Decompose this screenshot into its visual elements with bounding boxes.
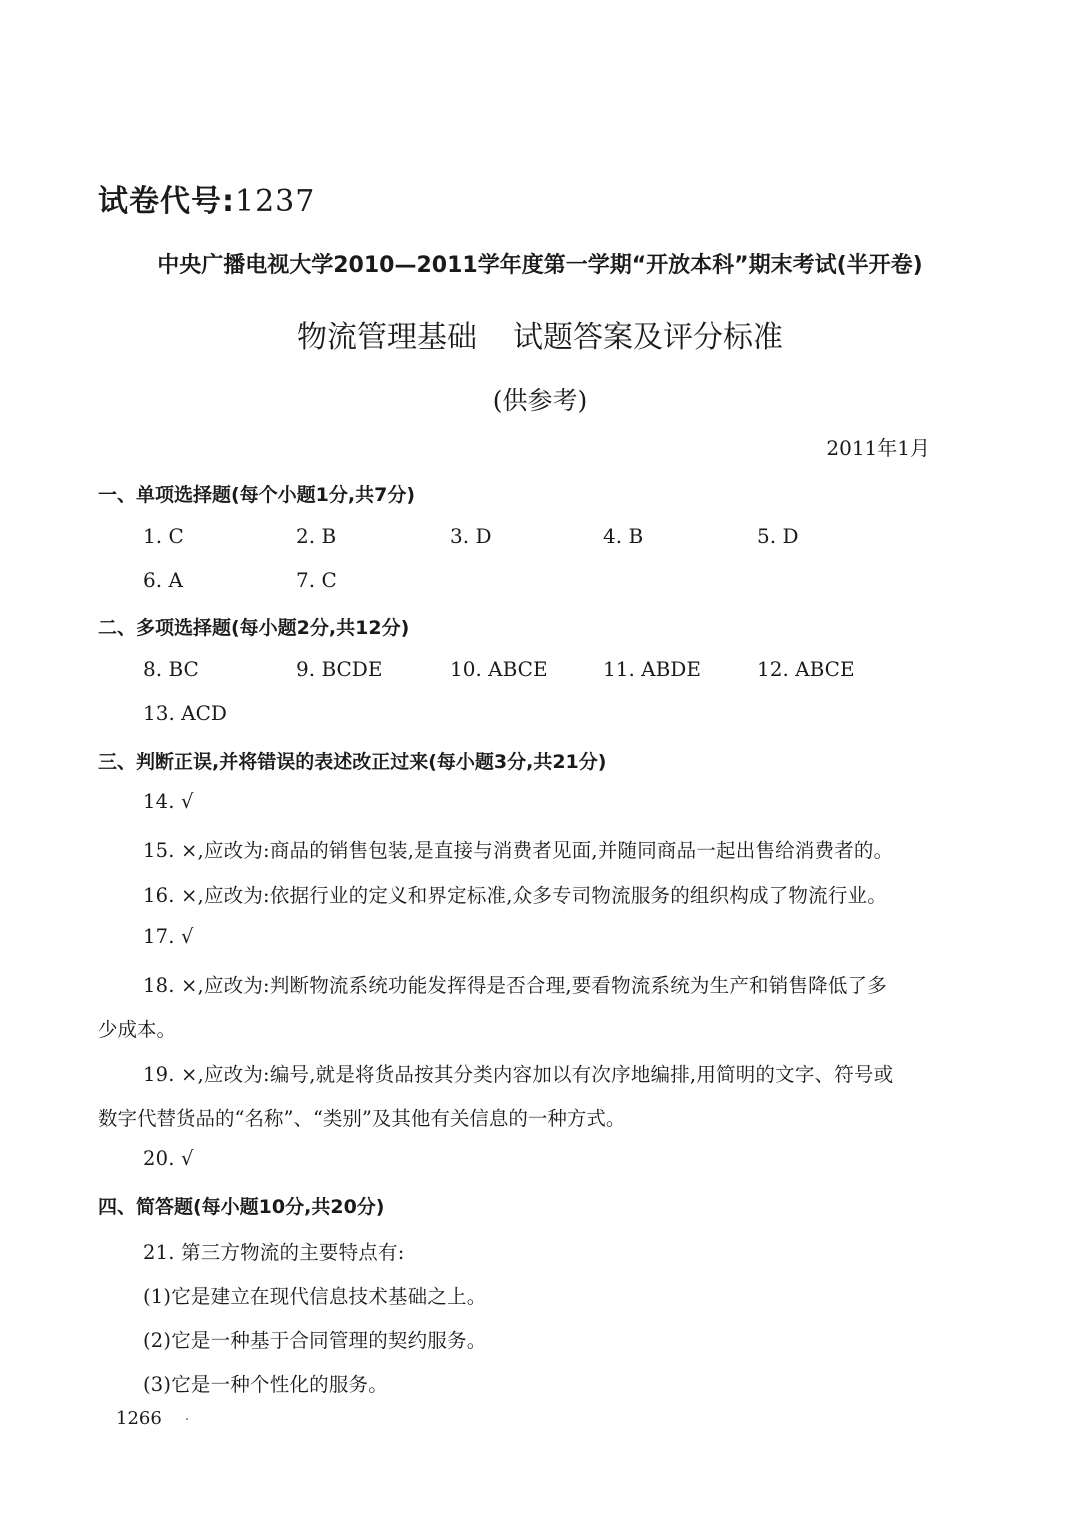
- answer-item: 10. ABCE: [450, 657, 548, 681]
- answer-item: 13. ACD: [143, 701, 227, 725]
- answer-item: 4. B: [603, 524, 644, 548]
- answer-point: (1)它是建立在现代信息技术基础之上。: [143, 1285, 487, 1308]
- answer-line: 16. ×,应改为:依据行业的定义和界定标准,众多专司物流服务的组织构成了物流行业。: [143, 884, 887, 907]
- answer-line: 15. ×,应改为:商品的销售包装,是直接与消费者见面,并随同商品一起出售给消费者的。: [143, 839, 894, 862]
- answer-point: (2)它是一种基于合同管理的契约服务。: [143, 1329, 487, 1352]
- answer-item: 11. ABDE: [603, 657, 701, 681]
- answer-line: 18. ×,应改为:判断物流系统功能发挥得是否合理,要看物流系统为生产和销售降低了多: [143, 974, 887, 997]
- section-4-title: 四、简答题(每小题10分,共20分): [98, 1196, 385, 1218]
- exam-date: 2011年1月: [826, 436, 930, 460]
- subject-name: 物流管理基础: [297, 320, 477, 355]
- answer-line: 14. √: [143, 790, 194, 813]
- answer-item: 7. C: [296, 568, 337, 592]
- answer-line-continued: 数字代替货品的“名称”、“类别”及其他有关信息的一种方式。: [98, 1107, 626, 1130]
- answer-item: 6. A: [143, 568, 183, 592]
- paper-code-label: 试卷代号:: [98, 184, 235, 219]
- answer-item: 12. ABCE: [757, 657, 855, 681]
- answer-line: 19. ×,应改为:编号,就是将货品按其分类内容加以有次序地编排,用简明的文字、符号或: [143, 1063, 894, 1086]
- answer-line: 20. √: [143, 1147, 194, 1170]
- answer-item: 8. BC: [143, 657, 199, 681]
- answer-line: 21. 第三方物流的主要特点有:: [143, 1241, 405, 1264]
- page-number: 1266: [116, 1408, 162, 1429]
- doc-title: 试题答案及评分标准: [513, 320, 783, 355]
- section-3-title: 三、判断正误,并将错误的表述改正过来(每小题3分,共21分): [98, 751, 607, 773]
- exam-header: 中央广播电视大学2010—2011学年度第一学期“开放本科”期末考试(半开卷): [157, 253, 923, 278]
- paper-code: [98, 176, 315, 220]
- paper-code-number: 1237: [235, 184, 316, 219]
- answer-line: 17. √: [143, 925, 194, 948]
- subject-title: [0, 312, 1080, 356]
- section-2-title: 二、多项选择题(每小题2分,共12分): [98, 617, 410, 639]
- answer-item: 1. C: [143, 524, 184, 548]
- answer-line-continued: 少成本。: [98, 1018, 177, 1041]
- section-1-title: 一、单项选择题(每个小题1分,共7分): [98, 484, 416, 506]
- scan-speck: [186, 1418, 188, 1420]
- answer-item: 3. D: [450, 524, 492, 548]
- answer-item: 5. D: [757, 524, 799, 548]
- answer-item: 2. B: [296, 524, 337, 548]
- answer-point: (3)它是一种个性化的服务。: [143, 1373, 388, 1396]
- reference-note: (供参考): [492, 386, 588, 415]
- answer-item: 9. BCDE: [296, 657, 383, 681]
